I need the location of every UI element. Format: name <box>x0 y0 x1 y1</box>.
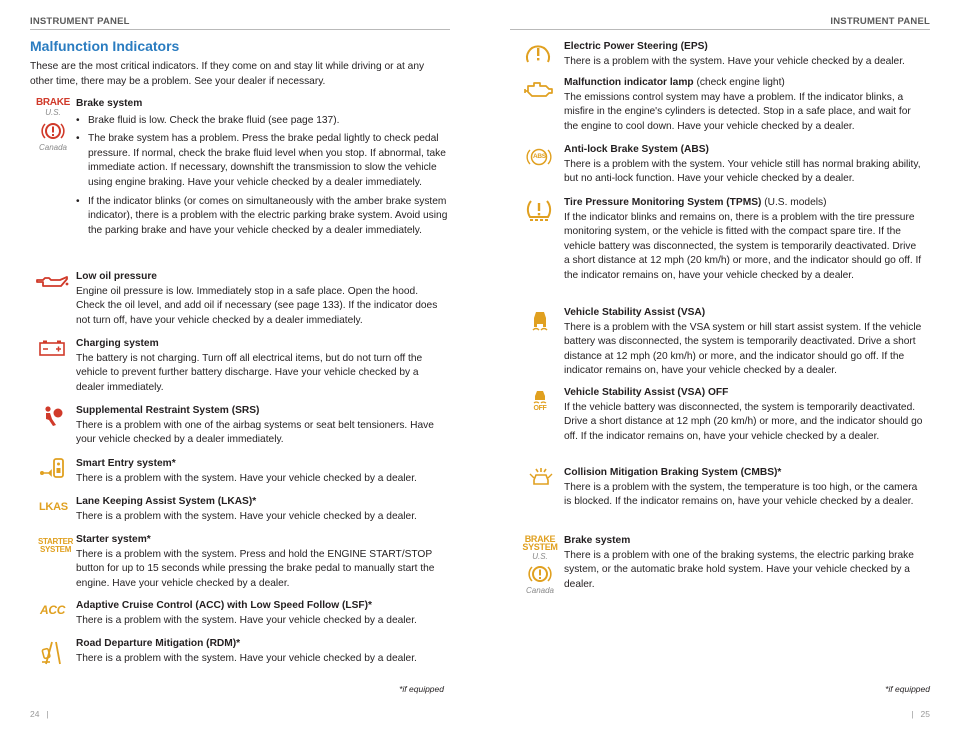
entry-text: There is a problem with one of the braking systems, the electric parking brake system, or the automatic brake hold system. Have your vehicle checked by a dealer. <box>564 549 914 590</box>
engine-icon <box>524 80 554 98</box>
lkas-text-icon: LKAS <box>39 501 68 513</box>
page-number-right: | 25 <box>911 709 930 719</box>
oil-can-icon <box>34 274 70 290</box>
entry-cmbs <box>564 466 924 510</box>
entry-text: The battery is not charging. Turn off all electrical items, but do not turn off the vehicle to prevent further battery discharge. Have your vehicle checked by a dealer immediately. <box>76 352 423 393</box>
entry-text: Engine oil pressure is low. Immediately stop in a safe place. Open the hood. Check the oil level, and add oil if necessary (see page 133). If the indicator does not turn off, have your vehicle checked by a dealer immediately. <box>76 285 438 326</box>
entry-srs <box>76 404 448 448</box>
tire-pressure-icon <box>526 198 552 222</box>
entry-brake-system <box>76 97 448 238</box>
us-caption: U.S. <box>45 108 61 117</box>
entry-text: The emissions control system may have a problem. If the indicator blinks, a misfire in the engine's cylinders is detected. Stop in a safe place, and wait for the engine to cool down. Have your vehicle checked by a dealer. <box>564 91 911 132</box>
entry-text: There is a problem with the system. Have your vehicle checked by a dealer. <box>76 614 417 626</box>
entry-text: There is a problem with one of the airbag systems or seat belt tensioners. Have your vehicle checked by a dealer immediately. <box>76 419 434 446</box>
entry-name: Lane Keeping Assist System (LKAS)* <box>76 496 257 507</box>
footnote-right: *if equipped <box>885 684 930 694</box>
bullet: • Brake fluid is low. Check the brake fluid (see page 137). <box>76 114 448 129</box>
entry-vsa <box>564 306 924 379</box>
entry-note: (check engine light) <box>693 77 785 88</box>
entry-text: There is a problem with the system. Have your vehicle checked by a dealer. <box>76 472 417 484</box>
entry-text: There is a problem with the VSA system or hill start assist system. If the vehicle battery was disconnected, the system is temporarily deactivated. Drive a short distance at 12 mph (20 km/h) or more, and the indicator should go off. If the indicator remains on, have your vehicle checked by a dealer. <box>564 321 922 377</box>
entry-charging-system <box>76 337 448 395</box>
entry-name: Vehicle Stability Assist (VSA) <box>564 307 706 318</box>
brake-indicator-group <box>35 97 71 153</box>
entry-brake-system-2 <box>564 534 924 592</box>
entry-name: Collision Mitigation Braking System (CMBS)* <box>564 467 782 478</box>
entry-text: There is a problem with the system. Have your vehicle checked by a dealer. <box>76 510 417 522</box>
entry-tpms <box>564 196 924 284</box>
canada-caption: Canada <box>525 586 555 595</box>
brake-system-text-icon-line1: BRAKE <box>524 534 556 544</box>
starter-text-icon-line2: SYSTEM <box>39 545 72 554</box>
cmbs-icon <box>528 466 554 488</box>
entry-name: Smart Entry system* <box>76 458 176 469</box>
entry-name: Starter system* <box>76 534 151 545</box>
smart-key-icon <box>38 457 66 479</box>
acc-indicator <box>40 604 65 616</box>
vsa-icon <box>530 308 550 332</box>
entry-low-oil-pressure <box>76 270 448 328</box>
vsa-off-indicator <box>532 388 548 412</box>
bullet: • If the indicator blinks (or comes on simultaneously with the amber brake system indicator), there is a problem with the electric parking brake system. Avoid using the parking brake and have your vehicle checked by a dealer immediately. <box>76 195 448 239</box>
starter-indicator <box>38 538 73 554</box>
header-divider-left <box>30 29 450 30</box>
road-departure-icon <box>40 640 64 666</box>
entry-name: Brake system <box>76 98 143 109</box>
off-text-icon: OFF <box>533 405 547 412</box>
entry-acc <box>76 599 448 628</box>
brake-system-indicator-group <box>524 535 556 596</box>
entry-name: Low oil pressure <box>76 271 157 282</box>
intro-text: These are the most critical indicators. If they come on and stay lit while driving or at any other time, there may be a problem. See your dealer if necessary. <box>30 61 425 87</box>
brake-text-icon: BRAKE <box>35 97 71 108</box>
airbag-icon <box>40 405 64 427</box>
battery-icon <box>38 340 66 356</box>
brake-circle-icon <box>41 120 65 142</box>
canada-caption: Canada <box>38 143 68 152</box>
page-number-left: 24 | <box>30 709 49 719</box>
entry-rdm <box>76 637 448 666</box>
entry-lkas <box>76 495 448 524</box>
entry-text: There is a problem with the system. Have your vehicle checked by a dealer. <box>564 55 905 67</box>
entry-name: Road Departure Mitigation (RDM)* <box>76 638 241 649</box>
entry-text: There is a problem with the system. Have your vehicle checked by a dealer. <box>76 652 417 664</box>
entry-starter-system <box>76 533 448 591</box>
lkas-indicator <box>39 502 68 513</box>
entry-name: Brake system <box>564 535 631 546</box>
entry-name: Adaptive Cruise Control (ACC) with Low Speed Follow (LSF)* <box>76 600 372 611</box>
us-caption: U.S. <box>532 552 548 561</box>
entry-text: If the vehicle battery was disconnected, the system is temporarily deactivated. Drive a short distance at 12 mph (20 km/h) or more, and the indicator should go off. If the indicator remains on, have your vehicle checked by a dealer. <box>564 401 923 442</box>
entry-name: Supplemental Restraint System (SRS) <box>76 405 260 416</box>
entry-smart-entry <box>76 457 448 486</box>
entry-mil <box>564 76 924 134</box>
entry-text: There is a problem with the system, the temperature is too high, or the camera is blocked. If the indicator remains on, have your vehicle checked by a dealer. <box>564 481 918 508</box>
acc-text-icon: ACC <box>40 603 66 617</box>
entry-vsa-off <box>564 386 924 444</box>
entry-name: Malfunction indicator lamp <box>564 77 694 88</box>
entry-text: There is a problem with the system. Press and hold the ENGINE START/STOP button for up to 15 seconds while pressing the brake pedal to manually start the engine. Have your vehicle checked by a dealer. <box>76 548 435 589</box>
entry-name: Vehicle Stability Assist (VSA) OFF <box>564 387 729 398</box>
brake-system-text-icon-line2: SYSTEM <box>522 542 558 552</box>
abs-text-icon: ABS <box>533 153 546 160</box>
starter-text-icon-line1: STARTER <box>38 537 74 546</box>
page-header-left: INSTRUMENT PANEL <box>30 16 130 27</box>
entry-abs <box>564 143 924 187</box>
entry-text: There is a problem with the system. Your vehicle still has normal braking ability, but no anti-lock function. Have your vehicle checked by a dealer. <box>564 158 921 185</box>
steering-wheel-icon <box>524 42 552 66</box>
bullet: • The brake system has a problem. Press the brake pedal lightly to check pedal pressure. If normal, check the brake fluid level when you stop. If abnormal, take immediate action. If necessary, downshift the transmission to slow the vehicle using engine braking. Have your vehicle checked by a dealer immediately. <box>76 132 448 190</box>
right-page <box>480 0 960 738</box>
entry-name: Tire Pressure Monitoring System (TPMS) <box>564 197 762 208</box>
header-divider-right <box>510 29 930 30</box>
footnote-left: *if equipped <box>399 684 444 694</box>
entry-name: Electric Power Steering (EPS) <box>564 41 708 52</box>
vsa-off-icon <box>532 388 548 404</box>
brake-circle-amber-icon <box>528 563 552 585</box>
entry-text: If the indicator blinks and remains on, there is a problem with the tire pressure monitoring system, or the vehicle is fitted with the compact spare tire. If the vehicle battery was disconnected, the system is temporarily deactivated. Drive a short distance at 12 mph (20 km/h) or more, and the indicator should go off. If the indicator remains on, have your vehicle checked by a dealer. <box>564 211 922 281</box>
entry-note: (U.S. models) <box>761 197 827 208</box>
entry-name: Anti-lock Brake System (ABS) <box>564 144 709 155</box>
page-header-right: INSTRUMENT PANEL <box>830 16 930 27</box>
entry-eps <box>564 40 924 69</box>
entry-name: Charging system <box>76 338 159 349</box>
section-title: Malfunction Indicators <box>30 38 180 54</box>
